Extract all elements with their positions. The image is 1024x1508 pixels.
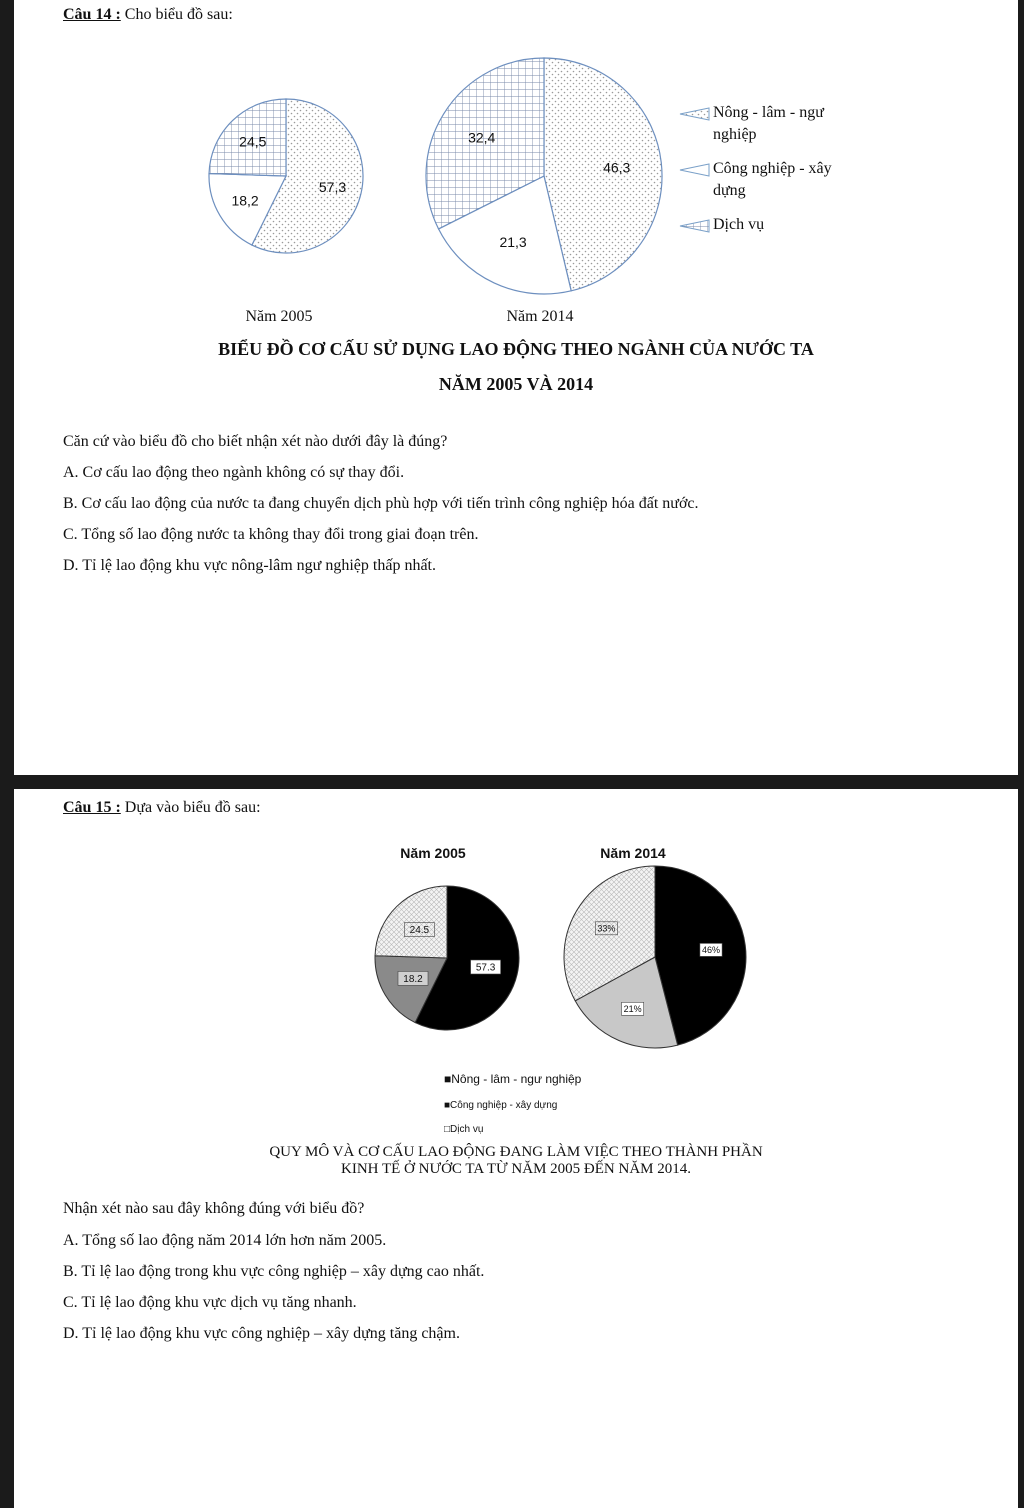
q15-pie-2005-label-0: 57.3 xyxy=(475,962,496,974)
q15-pie-2005-label-1: 18.2 xyxy=(403,973,423,985)
q14-pie-2014-label-2: 32,4 xyxy=(468,129,496,146)
q15-header xyxy=(63,799,261,817)
q14-option-c[interactable]: C. Tổng số lao động nước ta không thay đổi trong giai đoạn trên. xyxy=(63,526,479,543)
q15-legend-industry: ■Công nghiệp - xây dựng xyxy=(444,1100,558,1111)
q14-option-d[interactable]: D. Tỉ lệ lao động khu vực nông-lâm ngư nghiệp thấp nhất. xyxy=(63,557,436,574)
q14-legend xyxy=(713,102,832,236)
q14-chart-title-line2: NĂM 2005 VÀ 2014 xyxy=(438,374,594,394)
q14-chart-title-line1: BIỂU ĐỒ CƠ CẤU SỬ DỤNG LAO ĐỘNG THEO NGÀNH CỦA NƯỚC TA xyxy=(218,339,814,359)
q15-option-b[interactable]: B. Tỉ lệ lao động trong khu vực công nghiệp – xây dựng cao nhất. xyxy=(63,1263,485,1280)
q14-pie-2005-label-1: 18,2 xyxy=(231,192,259,209)
q15-header-text: Dựa vào biểu đồ sau: xyxy=(124,799,261,816)
legend-swatch-services xyxy=(679,218,713,240)
legend-label-services: Dịch vụ xyxy=(713,216,765,233)
q14-header xyxy=(63,6,233,24)
q14-question: Căn cứ vào biểu đồ cho biết nhận xét nào dưới đây là đúng? xyxy=(63,433,448,450)
legend-label-agriculture-1: Nông - lâm - ngư xyxy=(713,104,824,121)
q14-year-2005: Năm 2005 xyxy=(245,308,313,325)
q15-pie-2014-label-2: 33% xyxy=(597,923,616,934)
legend-swatch-industry xyxy=(679,162,713,184)
q15-legend-services: □Dịch vụ xyxy=(444,1124,484,1135)
legend-label-industry-2: dựng xyxy=(713,182,746,199)
q15-year-2005: Năm 2005 xyxy=(400,845,466,861)
q14-header-text: Cho biểu đồ sau: xyxy=(124,6,233,23)
q15-option-a[interactable]: A. Tổng số lao động năm 2014 lớn hơn năm 2005. xyxy=(63,1232,387,1249)
q15-legend-agriculture: ■Nông - lâm - ngư nghiệp xyxy=(444,1072,582,1086)
q14-pie-2014-label-1: 21,3 xyxy=(499,234,527,251)
legend-item-industry xyxy=(713,158,832,202)
legend-label-agriculture-2: nghiệp xyxy=(713,126,757,143)
q15-pie-2005-slice-2 xyxy=(375,886,447,958)
q14-pie-2014-label-0: 46,3 xyxy=(603,159,631,176)
q14-pie-2005-label-2: 24,5 xyxy=(239,133,267,150)
q15-pie-charts xyxy=(14,837,1018,1059)
q14-number: Câu 14 : xyxy=(63,6,121,23)
q15-pie-2014-label-0: 46% xyxy=(701,945,721,956)
q14-year-2014: Năm 2014 xyxy=(506,308,574,325)
q15-number: Câu 15 : xyxy=(63,799,121,816)
q15-question: Nhận xét nào sau đây không đúng với biểu đồ? xyxy=(63,1200,365,1217)
q14-option-a[interactable]: A. Cơ cấu lao động theo ngành không có sự thay đổi. xyxy=(63,464,405,481)
q15-year-2014: Năm 2014 xyxy=(600,845,666,861)
legend-swatch-agriculture xyxy=(679,106,713,128)
q15-option-d[interactable]: D. Tỉ lệ lao động khu vực công nghiệp – xây dựng tăng chậm. xyxy=(63,1325,460,1342)
question-15-page xyxy=(14,789,1018,1508)
q15-chart-title-line2: KINH TẾ Ở NƯỚC TA TỪ NĂM 2005 ĐẾN NĂM 2014. xyxy=(341,1161,691,1177)
q15-pie-2005-label-2: 24.5 xyxy=(409,925,430,937)
q15-pie-2014-label-1: 21% xyxy=(623,1003,642,1014)
q15-chart-title-line1: QUY MÔ VÀ CƠ CẤU LAO ĐỘNG ĐANG LÀM VIỆC THEO THÀNH PHẦN xyxy=(269,1144,763,1160)
q15-option-c[interactable]: C. Tỉ lệ lao động khu vực dịch vụ tăng nhanh. xyxy=(63,1294,357,1311)
legend-item-services xyxy=(713,214,832,236)
q14-pie-2005-label-0: 57,3 xyxy=(318,178,347,195)
q14-pie-charts xyxy=(14,40,1018,330)
legend-label-industry-1: Công nghiệp - xây xyxy=(713,160,832,177)
legend-item-agriculture xyxy=(713,102,832,146)
q14-option-b[interactable]: B. Cơ cấu lao động của nước ta đang chuyển dịch phù hợp với tiến trình công nghiệp hóa đất nước. xyxy=(63,495,699,512)
question-14-page xyxy=(14,0,1018,775)
